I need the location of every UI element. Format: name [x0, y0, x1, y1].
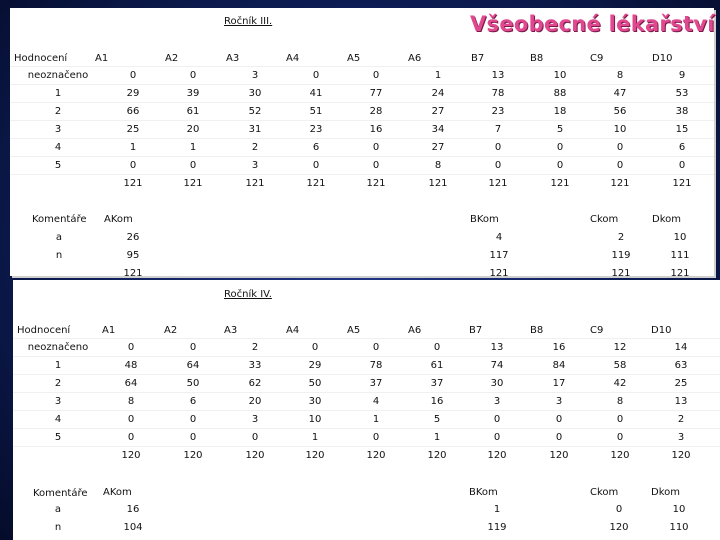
row-divider — [10, 102, 714, 103]
table-cell: 8 — [127, 396, 135, 407]
table-cell: 33 — [248, 360, 262, 371]
row-divider — [10, 174, 714, 175]
column-header-a5: A5 — [347, 325, 361, 336]
table-cell: 0 — [129, 160, 137, 171]
table-cell: 3 — [493, 396, 501, 407]
table-cell: 0 — [312, 70, 320, 81]
row-label: neoznačeno — [27, 342, 89, 353]
table-cell: 3 — [677, 432, 685, 443]
section-2-title: Ročník IV. — [224, 289, 272, 300]
comment-column-header: AKom — [103, 487, 132, 498]
column-header-a5: A5 — [347, 53, 361, 64]
column-header-b8: B8 — [530, 53, 544, 64]
table-cell: 64 — [124, 378, 138, 389]
section-1-sheet — [10, 8, 714, 279]
comment-cell: 0 — [615, 504, 623, 515]
table-cell: 10 — [613, 124, 627, 135]
column-header-b8: B8 — [530, 325, 544, 336]
table-cell: 0 — [494, 160, 502, 171]
row-divider — [13, 374, 720, 375]
table-cell: 3 — [251, 70, 259, 81]
column-header-a3: A3 — [226, 53, 240, 64]
column-header-a2: A2 — [164, 325, 178, 336]
table-cell: 0 — [556, 142, 564, 153]
column-header-a6: A6 — [408, 53, 422, 64]
table-cell: 0 — [678, 160, 686, 171]
table-cell: 12 — [613, 342, 627, 353]
table-cell: 84 — [552, 360, 566, 371]
table-cell: 121 — [245, 178, 265, 189]
comment-cell: 16 — [126, 504, 140, 515]
table-cell: 34 — [431, 124, 445, 135]
table-cell: 1 — [433, 432, 441, 443]
table-cell: 0 — [616, 142, 624, 153]
table-cell: 66 — [126, 106, 140, 117]
comment-cell: 10 — [672, 504, 686, 515]
table-cell: 0 — [616, 414, 624, 425]
comment-cell: 119 — [487, 522, 507, 533]
table-cell: 121 — [306, 178, 326, 189]
table-cell: 0 — [493, 432, 501, 443]
row-label: 1 — [54, 88, 62, 99]
column-header-b7: B7 — [469, 325, 483, 336]
table-cell: 13 — [674, 396, 688, 407]
table-cell: 120 — [245, 450, 265, 461]
comment-cell: 104 — [123, 522, 143, 533]
table-cell: 62 — [248, 378, 262, 389]
table-cell: 3 — [251, 414, 259, 425]
column-header-b7: B7 — [471, 53, 485, 64]
table-cell: 120 — [183, 450, 203, 461]
comment-row-label: n — [55, 250, 63, 261]
table-cell: 2 — [251, 142, 259, 153]
table-cell: 1 — [129, 142, 137, 153]
row-divider — [13, 338, 720, 339]
table-cell: 4 — [372, 396, 380, 407]
table-cell: 1 — [189, 142, 197, 153]
table-cell: 120 — [427, 450, 447, 461]
table-cell: 41 — [309, 88, 323, 99]
table-cell: 61 — [430, 360, 444, 371]
table-cell: 56 — [613, 106, 627, 117]
table-cell: 38 — [675, 106, 689, 117]
row-label: 2 — [54, 106, 62, 117]
comment-cell: 4 — [495, 232, 503, 243]
section-2-sheet — [13, 280, 720, 540]
table-cell: 0 — [129, 70, 137, 81]
table-cell: 78 — [491, 88, 505, 99]
row-label: 5 — [54, 432, 62, 443]
comment-column-header: BKom — [469, 487, 498, 498]
comment-cell: 1 — [493, 504, 501, 515]
table-cell: 121 — [672, 178, 692, 189]
table-cell: 6 — [312, 142, 320, 153]
row-divider — [13, 428, 720, 429]
table-cell: 24 — [431, 88, 445, 99]
table-cell: 6 — [678, 142, 686, 153]
table-cell: 0 — [311, 342, 319, 353]
table-cell: 64 — [186, 360, 200, 371]
table-cell: 31 — [248, 124, 262, 135]
comment-column-header: Dkom — [651, 487, 680, 498]
table-cell: 15 — [675, 124, 689, 135]
row-label: 4 — [54, 142, 62, 153]
table-cell: 16 — [369, 124, 383, 135]
table-cell: 0 — [616, 160, 624, 171]
table-cell: 51 — [309, 106, 323, 117]
table-cell: 2 — [251, 342, 259, 353]
section-1-title: Ročník III. — [224, 16, 273, 27]
comment-cell: 111 — [670, 250, 690, 261]
table-cell: 74 — [490, 360, 504, 371]
table-cell: 120 — [487, 450, 507, 461]
table-cell: 27 — [431, 106, 445, 117]
table-cell: 0 — [372, 342, 380, 353]
table-cell: 39 — [186, 88, 200, 99]
row-label: 3 — [54, 124, 62, 135]
table-cell: 25 — [126, 124, 140, 135]
table-cell: 0 — [189, 70, 197, 81]
table-cell: 0 — [372, 70, 380, 81]
row-label: 3 — [54, 396, 62, 407]
table-cell: 0 — [555, 414, 563, 425]
column-header-a1: A1 — [102, 325, 116, 336]
table-cell: 37 — [369, 378, 383, 389]
table-cell: 14 — [674, 342, 688, 353]
table-cell: 20 — [186, 124, 200, 135]
table-cell: 10 — [553, 70, 567, 81]
table-cell: 63 — [674, 360, 688, 371]
table-cell: 120 — [610, 450, 630, 461]
table-cell: 0 — [493, 414, 501, 425]
table-cell: 53 — [675, 88, 689, 99]
comment-cell: 121 — [611, 268, 631, 279]
table-cell: 6 — [189, 396, 197, 407]
table-cell: 16 — [430, 396, 444, 407]
comment-cell: 121 — [489, 268, 509, 279]
table-cell: 9 — [678, 70, 686, 81]
table-cell: 13 — [491, 70, 505, 81]
column-header-a6: A6 — [408, 325, 422, 336]
table-cell: 8 — [616, 70, 624, 81]
table-cell: 52 — [248, 106, 262, 117]
table-cell: 2 — [677, 414, 685, 425]
table-cell: 27 — [431, 142, 445, 153]
table-cell: 47 — [613, 88, 627, 99]
table-cell: 28 — [369, 106, 383, 117]
comment-cell: 26 — [126, 232, 140, 243]
column-header-d10: D10 — [651, 325, 672, 336]
table-cell: 77 — [369, 88, 383, 99]
table-cell: 120 — [121, 450, 141, 461]
table-cell: 23 — [309, 124, 323, 135]
table-cell: 0 — [616, 432, 624, 443]
row-label: 1 — [54, 360, 62, 371]
table-cell: 29 — [126, 88, 140, 99]
table-cell: 25 — [674, 378, 688, 389]
table-cell: 50 — [308, 378, 322, 389]
table-cell: 7 — [494, 124, 502, 135]
column-header-d10: D10 — [652, 53, 673, 64]
comment-cell: 10 — [673, 232, 687, 243]
table-cell: 121 — [123, 178, 143, 189]
table-cell: 61 — [186, 106, 200, 117]
table-cell: 3 — [555, 396, 563, 407]
comment-cell: 95 — [126, 250, 140, 261]
table-cell: 1 — [434, 70, 442, 81]
table-cell: 0 — [556, 160, 564, 171]
column-header-c9: C9 — [590, 325, 604, 336]
column-header-c9: C9 — [590, 53, 604, 64]
table-cell: 30 — [308, 396, 322, 407]
table-cell: 0 — [372, 160, 380, 171]
table-cell: 121 — [488, 178, 508, 189]
row-divider — [13, 392, 720, 393]
table-cell: 0 — [372, 432, 380, 443]
row-divider — [13, 356, 720, 357]
row-divider — [10, 66, 714, 67]
row-label: 2 — [54, 378, 62, 389]
row-divider — [10, 138, 714, 139]
comment-column-header: Ckom — [590, 214, 619, 225]
table-cell: 16 — [552, 342, 566, 353]
table-cell: 3 — [251, 160, 259, 171]
column-header-a3: A3 — [224, 325, 238, 336]
section-1-comments-label: Komentáře — [32, 214, 87, 225]
comment-row-label: a — [54, 504, 62, 515]
table-cell: 10 — [308, 414, 322, 425]
column-header-a1: A1 — [95, 53, 109, 64]
table-cell: 30 — [248, 88, 262, 99]
table-cell: 30 — [490, 378, 504, 389]
row-label: 5 — [54, 160, 62, 171]
table-cell: 121 — [183, 178, 203, 189]
table-cell: 0 — [127, 414, 135, 425]
comment-cell: 119 — [611, 250, 631, 261]
comment-row-label: a — [55, 232, 63, 243]
comment-cell: 121 — [123, 268, 143, 279]
table-cell: 0 — [433, 342, 441, 353]
row-divider — [13, 446, 720, 447]
table-cell: 1 — [311, 432, 319, 443]
row-label: neoznačeno — [27, 70, 89, 81]
row-label: 4 — [54, 414, 62, 425]
table-cell: 50 — [186, 378, 200, 389]
row-divider — [13, 410, 720, 411]
table-cell: 58 — [613, 360, 627, 371]
comment-cell: 110 — [669, 522, 689, 533]
row-divider — [10, 84, 714, 85]
table-cell: 120 — [305, 450, 325, 461]
table-cell: 5 — [556, 124, 564, 135]
table-cell: 0 — [251, 432, 259, 443]
comment-column-header: BKom — [470, 214, 499, 225]
table-cell: 0 — [555, 432, 563, 443]
comment-column-header: AKom — [104, 214, 133, 225]
table-cell: 0 — [127, 432, 135, 443]
table-cell: 121 — [610, 178, 630, 189]
comment-column-header: Ckom — [590, 487, 619, 498]
table-cell: 121 — [550, 178, 570, 189]
table-cell: 18 — [553, 106, 567, 117]
table-cell: 120 — [549, 450, 569, 461]
table-cell: 121 — [428, 178, 448, 189]
section-2-corner-label: Hodnocení — [17, 325, 71, 336]
table-cell: 0 — [189, 160, 197, 171]
table-cell: 88 — [553, 88, 567, 99]
table-cell: 0 — [127, 342, 135, 353]
table-cell: 120 — [671, 450, 691, 461]
table-cell: 42 — [613, 378, 627, 389]
table-cell: 5 — [433, 414, 441, 425]
table-cell: 23 — [491, 106, 505, 117]
brand-title: Všeobecné lékařství — [470, 12, 715, 36]
table-cell: 1 — [372, 414, 380, 425]
table-cell: 0 — [494, 142, 502, 153]
table-cell: 29 — [308, 360, 322, 371]
table-cell: 0 — [189, 432, 197, 443]
table-cell: 0 — [372, 142, 380, 153]
comment-cell: 117 — [489, 250, 509, 261]
row-divider — [10, 156, 714, 157]
comment-column-header: Dkom — [652, 214, 681, 225]
comment-cell: 121 — [670, 268, 690, 279]
table-cell: 121 — [366, 178, 386, 189]
table-cell: 20 — [248, 396, 262, 407]
comment-cell: 2 — [617, 232, 625, 243]
table-cell: 78 — [369, 360, 383, 371]
table-cell: 17 — [552, 378, 566, 389]
table-cell: 8 — [616, 396, 624, 407]
table-cell: 8 — [434, 160, 442, 171]
comment-cell: 120 — [609, 522, 629, 533]
table-cell: 13 — [490, 342, 504, 353]
section-2-comments-label: Komentáře — [33, 488, 88, 499]
table-cell: 37 — [430, 378, 444, 389]
row-divider — [10, 120, 714, 121]
column-header-a4: A4 — [286, 53, 300, 64]
column-header-a4: A4 — [286, 325, 300, 336]
comment-row-label: n — [54, 522, 62, 533]
table-cell: 120 — [366, 450, 386, 461]
table-cell: 48 — [124, 360, 138, 371]
table-cell: 0 — [312, 160, 320, 171]
column-header-a2: A2 — [165, 53, 179, 64]
section-1-corner-label: Hodnocení — [14, 53, 68, 64]
table-cell: 0 — [189, 414, 197, 425]
table-cell: 0 — [189, 342, 197, 353]
